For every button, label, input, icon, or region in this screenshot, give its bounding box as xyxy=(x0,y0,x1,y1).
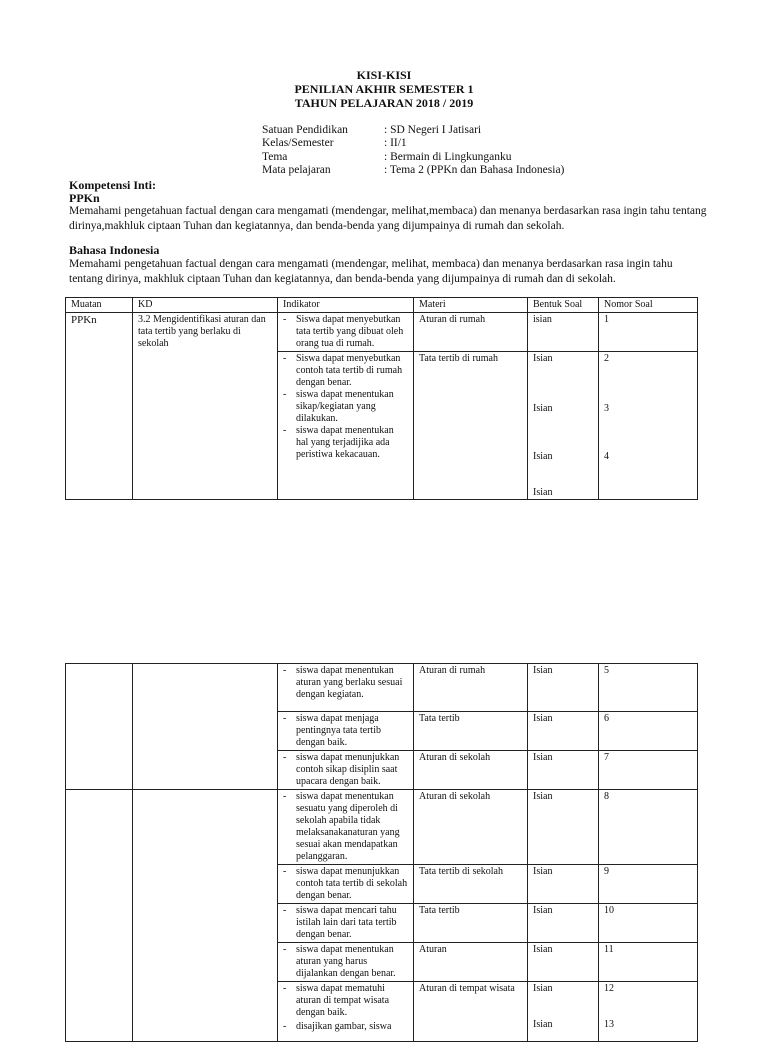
header-muatan: Muatan xyxy=(66,298,133,313)
cell-materi: Aturan di sekolah xyxy=(414,790,528,865)
meta-key: Satuan Pendidikan xyxy=(262,124,348,136)
meta-key: Kelas/Semester xyxy=(262,137,334,149)
cell-bentuk: isian xyxy=(528,313,599,352)
cell-nomor: 6 xyxy=(599,712,698,751)
cell-kd xyxy=(133,664,278,790)
cell-kd xyxy=(133,790,278,1042)
indikator-text: Siswa dapat menyebutkan tata tertib yang dibuat oleh orang tua di rumah. xyxy=(296,314,404,349)
cell-indikator: - Siswa dapat menyebutkan tata tertib yang dibuat oleh orang tua di rumah. xyxy=(278,313,414,352)
cell-indikator: - siswa dapat mematuhi aturan di tempat wisata dengan baik. - disajikan gambar, siswa xyxy=(278,982,414,1042)
nomor-text: 12 xyxy=(604,983,614,994)
doc-year: TAHUN PELAJARAN 2018 / 2019 xyxy=(294,96,474,110)
table-row xyxy=(66,790,698,865)
indikator-text: siswa dapat menentukan sesuatu yang diperoleh di sekolah apabila tidak melaksanakanaturan yang sesuai akan mendapatkan pelanggaran. xyxy=(296,791,400,862)
nomor-text: 4 xyxy=(604,451,609,462)
bentuk-text: Isian xyxy=(533,353,553,364)
cell-materi: Aturan di rumah xyxy=(414,664,528,712)
bentuk-text: Isian xyxy=(533,487,553,498)
indikator-text: siswa dapat menentukan aturan yang berlaku sesuai dengan kegiatan. xyxy=(296,665,403,700)
cell-nomor xyxy=(599,352,698,500)
cell-indikator: - Siswa dapat menyebutkan contoh tata tertib di rumah dengan benar. - siswa dapat menentukan sikap/kegiatan yang dilakukan. - siswa dapat menentukan hal yang terjadijika ada peristiwa kekacauan. xyxy=(278,352,414,500)
cell-bentuk: Isian xyxy=(528,712,599,751)
indikator-text: siswa dapat menunjukkan contoh tata tertib di sekolah dengan benar. xyxy=(296,866,408,901)
meta-key: Mata pelajaran xyxy=(262,164,331,176)
header-kd: KD xyxy=(133,298,278,313)
cell-materi: Tata tertib xyxy=(414,904,528,943)
header-indikator: Indikator xyxy=(278,298,414,313)
indikator-text: Siswa dapat menyebutkan contoh tata tertib di rumah dengan benar. xyxy=(296,353,403,388)
indikator-text: siswa dapat mematuhi aturan di tempat wisata dengan baik. xyxy=(296,983,390,1018)
indikator-text: siswa dapat menentukan hal yang terjadijika ada peristiwa kekacauan. xyxy=(296,425,394,460)
indikator-text: siswa dapat menentukan aturan yang harus dijalankan dengan benar. xyxy=(296,944,396,979)
bi-paragraph: Memahami pengetahuan factual dengan cara mengamati (mendengar, melihat, membaca) dan menanya berdasarkan rasa ingin tahu tentang dirinya, makhluk ciptaan Tuhan dan kegiatannya, dan benda-benda yang dijumpainya di rumah dan di sekolah. xyxy=(69,258,673,285)
indikator-text: siswa dapat menunjukkan contoh sikap disiplin saat upacara dengan baik. xyxy=(296,752,400,787)
cell-nomor xyxy=(599,982,698,1042)
kisi-table-2 xyxy=(65,663,698,1042)
cell-muatan: PPKn xyxy=(66,313,133,500)
meta-key: Tema xyxy=(262,151,288,163)
header-materi: Materi xyxy=(414,298,528,313)
bi-heading: Bahasa Indonesia xyxy=(69,243,160,257)
nomor-text: 2 xyxy=(604,353,609,364)
cell-muatan xyxy=(66,790,133,1042)
kisi-table-1 xyxy=(65,297,698,500)
cell-indikator: - siswa dapat menjaga pentingnya tata tertib dengan baik. xyxy=(278,712,414,751)
meta-value: : SD Negeri I Jatisari xyxy=(384,124,482,136)
bentuk-text: Isian xyxy=(533,451,553,462)
indikator-text: siswa dapat mencari tahu istilah lain dari tata tertib dengan benar. xyxy=(296,905,397,940)
table-row xyxy=(66,313,698,352)
cell-indikator: - siswa dapat menentukan aturan yang berlaku sesuai dengan kegiatan. xyxy=(278,664,414,712)
ppkn-heading: PPKn xyxy=(69,191,100,205)
bentuk-text: Isian xyxy=(533,1019,553,1030)
cell-materi: Aturan di rumah xyxy=(414,313,528,352)
cell-indikator: - siswa dapat menunjukkan contoh sikap disiplin saat upacara dengan baik. xyxy=(278,751,414,790)
cell-nomor: 11 xyxy=(599,943,698,982)
meta-value: : Bermain di Lingkunganku xyxy=(384,151,512,163)
indikator-text: siswa dapat menjaga pentingnya tata tertib dengan baik. xyxy=(296,713,381,748)
indikator-text: siswa dapat menentukan sikap/kegiatan yang dilakukan. xyxy=(296,389,394,424)
cell-materi: Tata tertib di sekolah xyxy=(414,865,528,904)
cell-indikator: - siswa dapat menentukan aturan yang harus dijalankan dengan benar. xyxy=(278,943,414,982)
cell-bentuk xyxy=(528,982,599,1042)
nomor-text: 13 xyxy=(604,1019,614,1030)
bentuk-text: Isian xyxy=(533,983,553,994)
cell-bentuk: Isian xyxy=(528,664,599,712)
cell-indikator: - siswa dapat menentukan sesuatu yang diperoleh di sekolah apabila tidak melaksanakanaturan yang sesuai akan mendapatkan pelanggaran. xyxy=(278,790,414,865)
cell-bentuk: Isian xyxy=(528,904,599,943)
cell-indikator: - siswa dapat menunjukkan contoh tata tertib di sekolah dengan benar. xyxy=(278,865,414,904)
cell-nomor: 7 xyxy=(599,751,698,790)
cell-bentuk: Isian xyxy=(528,751,599,790)
cell-kd: 3.2 Mengidentifikasi aturan dan tata tertib yang berlaku di sekolah xyxy=(133,313,278,500)
kompetensi-heading: Kompetensi Inti: xyxy=(69,178,156,192)
cell-materi: Tata tertib di rumah xyxy=(414,352,528,500)
cell-indikator: - siswa dapat mencari tahu istilah lain dari tata tertib dengan benar. xyxy=(278,904,414,943)
cell-nomor: 8 xyxy=(599,790,698,865)
cell-nomor: 10 xyxy=(599,904,698,943)
cell-muatan xyxy=(66,664,133,790)
cell-materi: Aturan xyxy=(414,943,528,982)
cell-nomor: 1 xyxy=(599,313,698,352)
table-header-row xyxy=(66,298,698,313)
bentuk-text: Isian xyxy=(533,403,553,414)
ppkn-paragraph: Memahami pengetahuan factual dengan cara mengamati (mendengar, melihat,membaca) dan menanya berdasarkan rasa ingin tahu tentang dirinya,makhluk ciptaan Tuhan dan kegiatannya, dan benda-benda yang dijumpainya di rumah dan sekolah. xyxy=(69,205,707,232)
indikator-text: disajikan gambar, siswa xyxy=(296,1021,392,1032)
header-nomor-soal: Nomor Soal xyxy=(599,298,698,313)
cell-bentuk: Isian xyxy=(528,865,599,904)
meta-value: : II/1 xyxy=(384,137,407,149)
meta-value: : Tema 2 (PPKn dan Bahasa Indonesia) xyxy=(384,164,565,176)
cell-nomor: 5 xyxy=(599,664,698,712)
cell-bentuk xyxy=(528,352,599,500)
cell-bentuk: Isian xyxy=(528,790,599,865)
cell-materi: Tata tertib xyxy=(414,712,528,751)
doc-subtitle: PENILIAN AKHIR SEMESTER 1 xyxy=(294,82,474,96)
cell-materi: Aturan di sekolah xyxy=(414,751,528,790)
cell-nomor: 9 xyxy=(599,865,698,904)
doc-title: KISI-KISI xyxy=(356,68,412,82)
header-bentuk-soal: Bentuk Soal xyxy=(528,298,599,313)
cell-bentuk: Isian xyxy=(528,943,599,982)
cell-materi: Aturan di tempat wisata xyxy=(414,982,528,1042)
nomor-text: 3 xyxy=(604,403,609,414)
table-row xyxy=(66,664,698,712)
